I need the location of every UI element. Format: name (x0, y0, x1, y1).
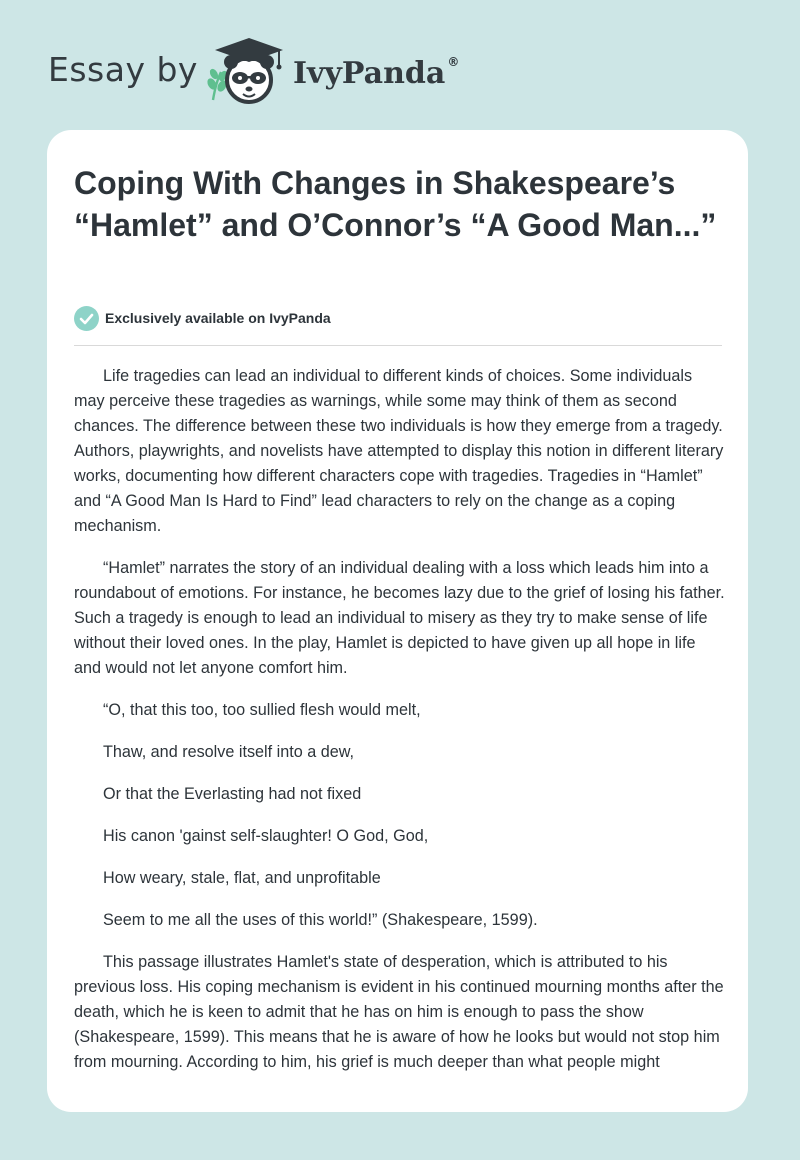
exclusive-badge (74, 305, 331, 331)
site-header (0, 0, 800, 130)
brand-name[interactable]: IvyPanda ® (293, 55, 460, 91)
essay-by-label: Essay by (48, 50, 198, 89)
quote-line: Or that the Everlasting had not fixed (103, 785, 362, 803)
paragraph: Life tragedies can lead an individual to different kinds of choices. Some individuals may perceive these tragedies as warnings, while some may think of them as second chances. The difference between these two individuals is how they emerge from a tragedy. Authors, playwrights, and novelists have attempted to display this notion in different literary works, documenting how different characters cope with tragedies. Tragedies in “Hamlet” and “A Good Man Is Hard to Find” lead characters to rely on the change as a coping mechanism. (74, 367, 724, 535)
essay-body (74, 364, 726, 1092)
panda-logo-icon[interactable] (203, 36, 287, 108)
quote-line: How weary, stale, flat, and unprofitable (103, 869, 381, 887)
quote-line: Thaw, and resolve itself into a dew, (103, 743, 355, 761)
exclusive-badge-label: Exclusively available on IvyPanda (105, 310, 331, 326)
quote-line: “O, that this too, too sullied flesh would melt, (103, 701, 421, 719)
quote-line: His canon 'gainst self-slaughter! O God, God, (103, 827, 429, 845)
essay-title: Coping With Changes in Shakespeare’s “Hamlet” and O’Connor’s “A Good Man...” (74, 165, 717, 243)
trademark-symbol: ® (447, 55, 460, 69)
paragraph: This passage illustrates Hamlet's state of desperation, which is attributed to his previous loss. His coping mechanism is evident in his continued mourning months after the death, which he is keen to admit that he has on him is enough to pass the show (Shakespeare, 1599). This means that he is aware of how he looks but would not stop him from mourning. According to him, his grief is much deeper than what people might (74, 953, 724, 1071)
divider (74, 345, 722, 346)
quote-line: Seem to me all the uses of this world!” (Shakespeare, 1599). (103, 911, 538, 929)
paragraph: “Hamlet” narrates the story of an individual dealing with a loss which leads him into a roundabout of emotions. For instance, he becomes lazy due to the grief of losing his father. Such a tragedy is enough to lead an individual to misery as they try to make sense of life without their loved ones. In the play, Hamlet is depicted to have given up all hope in life and would not let anyone comfort him. (74, 559, 725, 677)
check-circle-icon (74, 306, 99, 331)
essay-card (47, 130, 748, 1112)
